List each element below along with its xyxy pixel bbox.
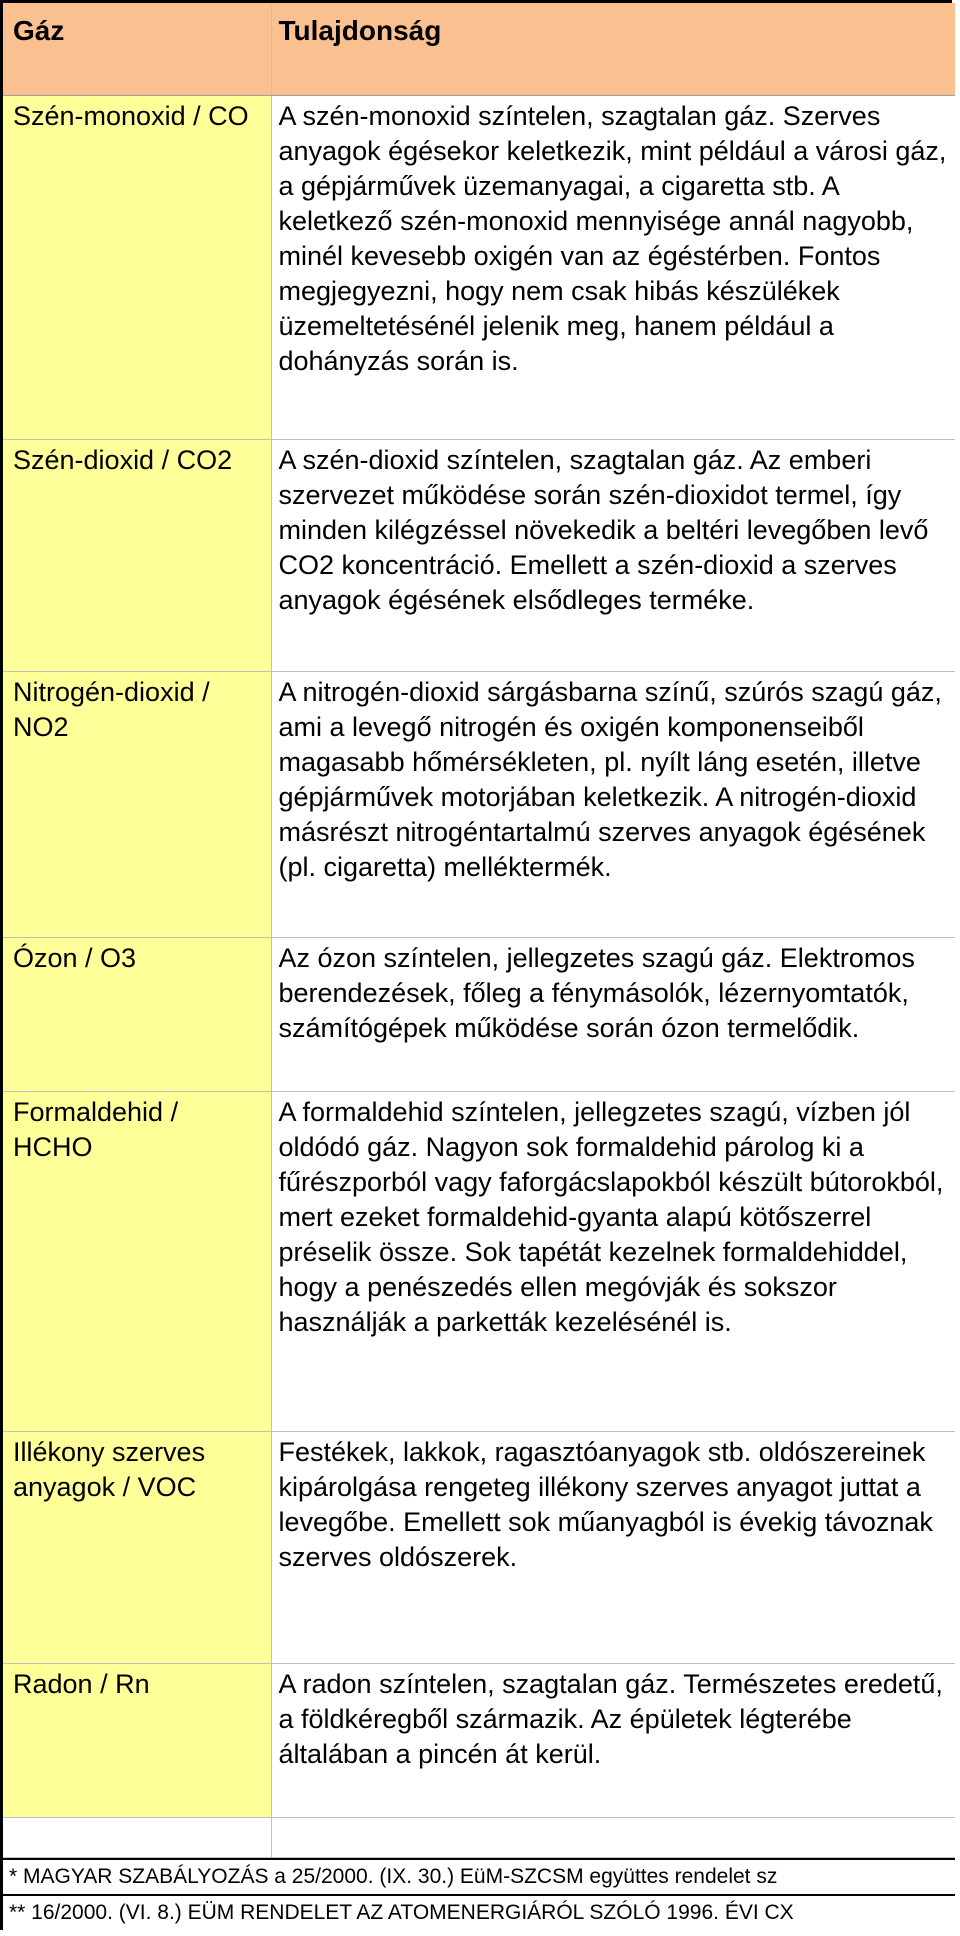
gas-name-cell: Illékony szerves anyagok / VOC	[3, 1432, 271, 1664]
gas-property-cell: A szén-dioxid színtelen, szagtalan gáz. Az emberi szervezet működése során szén-dioxidot termel, így minden kilégzéssel növekedik a beltéri levegőben levő CO2 koncentráció. Emellett a szén-dioxid a szerves anyagok égésének elsődleges terméke.	[271, 440, 955, 672]
header-gas: Gáz	[3, 3, 271, 96]
gas-property-cell: Az ózon színtelen, jellegzetes szagú gáz. Elektromos berendezések, főleg a fénymásolók, lézernyomtatók, számítógépek működése során ózon termelődik.	[271, 938, 955, 1092]
gas-name-cell: Szén-monoxid / CO	[3, 96, 271, 440]
table-row	[3, 1664, 955, 1818]
gas-property-cell: A formaldehid színtelen, jellegzetes szagú, vízben jól oldódó gáz. Nagyon sok formaldehid párolog ki a fűrészporból vagy faforgácslapokból készült bútorokból, mert ezeket formaldehid-gyanta alapú kötőszerrel préselik össze. Sok tapétát kezelnek formaldehiddel, hogy a penészedés ellen megóvják és sokszor használják a parketták kezelésénél is.	[271, 1092, 955, 1432]
table-row	[3, 672, 955, 938]
gas-property-cell: Festékek, lakkok, ragasztóanyagok stb. oldószereinek kipárolgása rengeteg illékony szerves anyagot juttat a levegőbe. Emellett sok műanyagból is évekig távoznak szerves oldószerek.	[271, 1432, 955, 1664]
table-row	[3, 1432, 955, 1664]
gas-name-cell: Szén-dioxid / CO2	[3, 440, 271, 672]
footnote-1: * MAGYAR SZABÁLYOZÁS a 25/2000. (IX. 30.) EüM-SZCSM együttes rendelet sz	[3, 1858, 955, 1894]
gas-name-cell: Formaldehid / HCHO	[3, 1092, 271, 1432]
gas-property-cell: A szén-monoxid színtelen, szagtalan gáz. Szerves anyagok égésekor keletkezik, mint például a városi gáz, a gépjárművek üzemanyagai, a cigaretta stb. A keletkező szén-monoxid mennyisége annál nagyobb, minél kevesebb oxigén van az égéstérben. Fontos megjegyezni, hogy nem csak hibás készülékek üzemeltetésénél jelenik meg, hanem például a dohányzás során is.	[271, 96, 955, 440]
header-property: Tulajdonság	[271, 3, 955, 96]
gas-property-cell: A radon színtelen, szagtalan gáz. Természetes eredetű, a földkéregből származik. Az épületek légterébe általában a pincén át kerül.	[271, 1664, 955, 1818]
table-row	[3, 96, 955, 440]
table-header-row	[3, 3, 955, 96]
table-row	[3, 938, 955, 1092]
gas-name-cell: Ózon / O3	[3, 938, 271, 1092]
gas-name-cell: Nitrogén-dioxid / NO2	[3, 672, 271, 938]
table-row	[3, 1818, 955, 1858]
gas-name-cell	[3, 1818, 271, 1858]
table-row	[3, 440, 955, 672]
gas-property-cell	[271, 1818, 955, 1858]
table-row	[3, 1092, 955, 1432]
gas-name-cell: Radon / Rn	[3, 1664, 271, 1818]
gas-properties-table	[3, 3, 955, 1858]
gas-property-cell: A nitrogén-dioxid sárgásbarna színű, szúrós szagú gáz, ami a levegő nitrogén és oxigén komponenseiből magasabb hőmérsékleten, pl. nyílt láng esetén, illetve gépjárművek motorjában keletkezik. A nitrogén-dioxid másrészt nitrogéntartalmú szerves anyagok égésének (pl. cigaretta) melléktermék.	[271, 672, 955, 938]
footnote-2: ** 16/2000. (VI. 8.) EÜM RENDELET AZ ATOMENERGIÁRÓL SZÓLÓ 1996. ÉVI CX	[3, 1894, 955, 1930]
